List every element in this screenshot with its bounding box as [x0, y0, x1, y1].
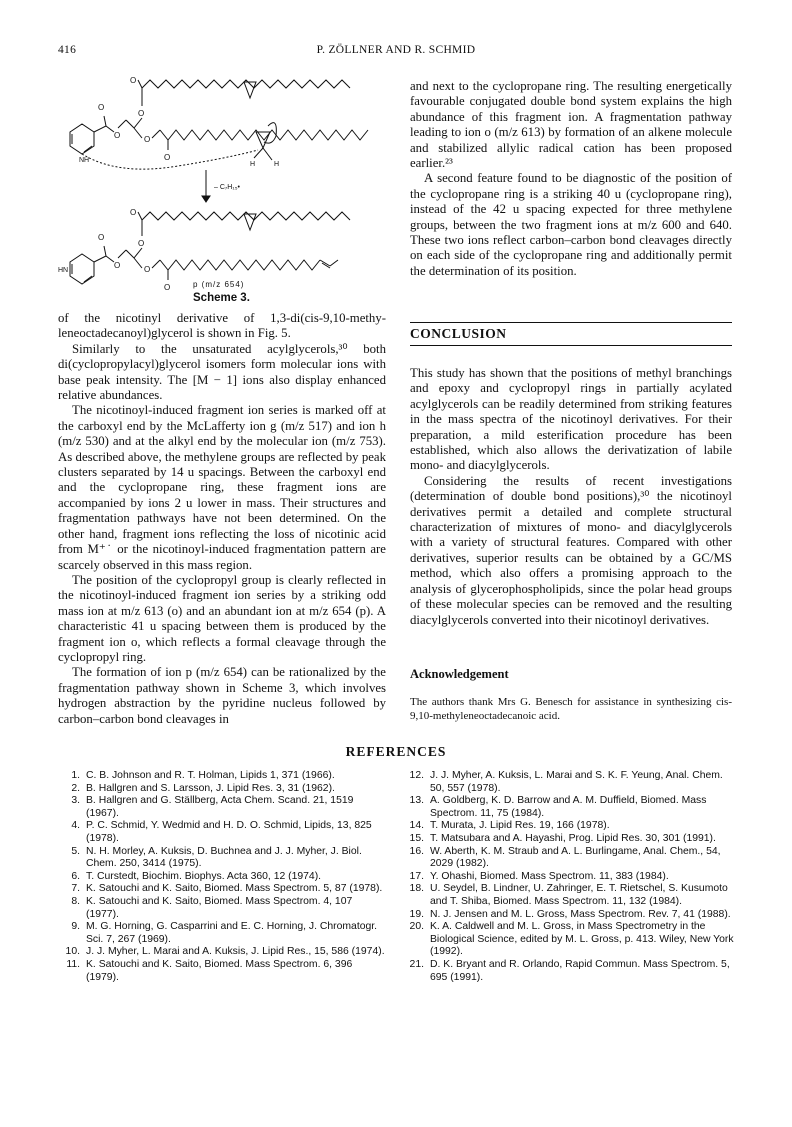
hydrogen-label-left: H	[84, 157, 90, 164]
svg-text:O: O	[164, 153, 171, 162]
reference-item: 13. A. Goldberg, K. D. Barrow and A. M. Duffield, Biomed. Mass Spectrom. 11, 75 (1984).	[409, 795, 707, 819]
hydrogen-label-right-2: H	[274, 161, 280, 168]
left-column-text	[58, 311, 386, 727]
svg-text:O: O	[114, 131, 121, 140]
svg-text:O: O	[98, 233, 105, 242]
svg-text:O: O	[138, 239, 145, 248]
running-header	[58, 44, 734, 60]
paragraph: The formation of ion p (m/z 654) can be rationalized by the fragmentation pathway shown in Scheme 3, which involves hydrogen abstraction by the pyridine nucleus followed by carbon–carbon bond cleavages in	[58, 665, 386, 726]
paragraph: The nicotinoyl-induced fragment ion series is marked off at the carboxyl end by the McLafferty ion g (m/z 517) and ion h (m/z 530) and at the alkyl end by the molecular ion (m/z 753). As described above, the methylene groups are reflected by peak clusters separated by 14 u spacings. Between the carboxyl end and the cyclopropane ring, these fragment ions are accompanied by ions 2 u lower in mass. Their structures and fragmentation pathways have not been determined. On the other hand, fragment ions reflecting the loss of nicotinic acid from M⁺˙ or the nicotinoyl-induced fragmentation pattern are scarcely observed in this mass region.	[58, 403, 386, 572]
reference-item: 19. N. J. Jensen and M. L. Gross, Mass Spectrom. Rev. 7, 41 (1988).	[409, 908, 731, 920]
paragraph: The position of the cyclopropyl group is clearly reflected in the nicotinoyl-induced fragment ion series by a striking odd mass ion at m/z 613 (o) and an abundant ion at m/z 654 (p). A characteristic 41 u spacing between them is produced by the fragment ion o, which reflects a formal cleavage through the cyclopropyl ring.	[58, 572, 386, 664]
reference-item: 20. K. A. Caldwell and M. L. Gross, in Mass Spectrometry in the Biological Science, edited by M. L. Gross, p. 413. Wiley, New York (1992).	[409, 921, 734, 958]
references-heading: REFERENCES	[345, 744, 447, 759]
reference-item: 1. C. B. Johnson and R. T. Holman, Lipids 1, 371 (1966).	[71, 770, 335, 781]
acknowledgement-heading: Acknowledgement	[410, 667, 509, 681]
reference-item: 15. T. Matsubara and A. Hayashi, Prog. Lipid Res. 30, 301 (1991).	[409, 832, 716, 844]
paragraph: This study has shown that the positions of methyl branchings and epoxy and cyclopropyl rings in partially acylated acylglycerols can be readily determined from striking features in the mass spectra of the nicotinoyl derivatives. For their preparation, a mild esterification procedure has been established, which also allows the derivatization of labile mono- and diacylglycerols.	[410, 366, 732, 473]
ion-p-label: p (m/z 654)	[193, 280, 245, 289]
reference-item: 7. K. Satouchi and K. Saito, Biomed. Mass Spectrom. 5, 87 (1978).	[71, 883, 383, 895]
hn-label: HN	[58, 267, 69, 274]
reference-item: 9. M. G. Horning, G. Casparrini and E. C. Horning, J. Chromatogr. Sci. 7, 267 (1969).	[71, 921, 378, 945]
reference-item: 2. B. Hallgren and S. Larsson, J. Lipid Res. 3, 31 (1962).	[71, 782, 335, 794]
reference-item: 18. U. Seydel, B. Lindner, U. Zahringer, E. T. Rietschel, S. Kusumoto and T. Shiba, Biomed. Mass Spectrom. 11, 132 (1984).	[409, 883, 728, 907]
reference-item: 3. B. Hallgren and G. Ställberg, Acta Chem. Scand. 21, 1519 (1967).	[71, 795, 354, 819]
svg-text:O: O	[138, 109, 145, 118]
reference-item: 4. P. C. Schmid, Y. Wedmid and H. D. O. Schmid, Lipids, 13, 825 (1978).	[71, 820, 372, 844]
reference-item: 21. D. K. Bryant and R. Orlando, Rapid Commun. Mass Spectrom. 5, 695 (1991).	[409, 958, 730, 983]
svg-text:O: O	[130, 76, 137, 85]
paragraph: of the nicotinyl derivative of 1,3-di(cis-9,10-methyleneoctadecanoyl)glycerol is shown in Fig. 5.	[58, 311, 386, 341]
acknowledgement-text: The authors thank Mrs G. Benesch for assistance in synthesizing cis-9,10-methyleneoctadecanoic acid.	[410, 696, 732, 722]
reference-item: 12. J. J. Myher, A. Kuksis, L. Marai and S. K. F. Yeung, Anal. Chem. 50, 557 (1978).	[409, 770, 723, 794]
svg-text:O: O	[144, 265, 151, 274]
hydrogen-label-right-1: H	[250, 161, 256, 168]
svg-text:O: O	[164, 283, 171, 292]
conclusion-heading: CONCLUSION	[410, 326, 507, 341]
svg-text:N: N	[79, 157, 85, 164]
paragraph: Similarly to the unsaturated acylglycerols,³⁰ both di(cyclopropylacyl)glycerol isomers form molecular ions with base peak intensity. The [M − 1] ions also display enhanced relative abundances.	[58, 341, 386, 403]
references-list-right	[402, 770, 734, 984]
reference-item: 8. K. Satouchi and K. Saito, Biomed. Mass Spectrom. 4, 107 (1977).	[71, 895, 353, 920]
paragraph: and next to the cyclopropane ring. The resulting energetically favourable conjugated double bond system explains the high abundance of this fragment ion. A fragmentation pathway leading to ion o (m/z 613) by formation of an alkene molecule and stabilized allylic radical cation has been proposed earlier.²³	[410, 79, 732, 171]
reference-item: 14. T. Murata, J. Lipid Res. 19, 166 (1978).	[409, 820, 610, 832]
reference-item: 5. N. H. Morley, A. Kuksis, D. Buchnea and J. J. Myher, J. Biol. Chem. 250, 3414 (1975).	[71, 845, 362, 870]
running-title: P. ZÖLLNER AND R. SCHMID	[316, 44, 476, 56]
svg-text:O: O	[130, 208, 137, 217]
svg-text:O: O	[114, 261, 121, 270]
fragment-loss-label: – C₇H₁₅•	[214, 184, 240, 191]
references-list-left	[58, 770, 388, 984]
page-number: 416	[58, 44, 77, 56]
svg-text:O: O	[144, 135, 151, 144]
scheme-caption: Scheme 3.	[193, 292, 250, 304]
reference-item: 10. J. J. Myher, L. Marai and A. Kuksis, J. Lipid Res., 15, 586 (1974).	[65, 946, 385, 958]
paragraph: A second feature found to be diagnostic of the position of the cyclopropane ring is a striking 40 u (cyclopropane ring), instead of the 42 u spacing expected for three methylene groups, between the two fragment ions at m/z 600 and 640. These two ions reflect carbon–carbon bond cleavages directly on each side of the cyclopropane ring and additionally permit the determination of its position.	[410, 171, 732, 278]
right-column-text	[410, 79, 732, 279]
reference-item: 6. T. Curstedt, Biochim. Biophys. Acta 360, 12 (1974).	[71, 870, 322, 882]
section-rule-top	[410, 322, 732, 323]
fragmentation-scheme-drawing	[58, 66, 386, 302]
scheme-3-figure	[58, 66, 386, 302]
svg-text:O: O	[98, 103, 105, 112]
section-rule-bottom	[410, 345, 732, 346]
conclusion-text	[410, 366, 732, 628]
reference-item: 17. Y. Ohashi, Biomed. Mass Spectrom. 11, 383 (1984).	[409, 870, 669, 882]
reference-item: 11. K. Satouchi and K. Saito, Biomed. Mass Spectrom. 6, 396 (1979).	[66, 958, 353, 983]
reference-item: 16. W. Aberth, K. M. Straub and A. L. Burlingame, Anal. Chem., 54, 2029 (1982).	[409, 845, 721, 870]
paragraph: Considering the results of recent investigations (determination of double bond positions),³⁰ the nicotinoyl derivatives permit a detailed and complete structural characterization of mixtures of mono- and diacylglycerols with a variety of structural features. Compared with other derivatives, superior results can be obtained by a GC/MS method, which also offers a promising approach to the analysis of glycerophospholipids, since the polar head groups of these molecular species can be removed and the resulting diacylglycerols converted into their nicotinoyl derivatives.	[410, 473, 732, 627]
